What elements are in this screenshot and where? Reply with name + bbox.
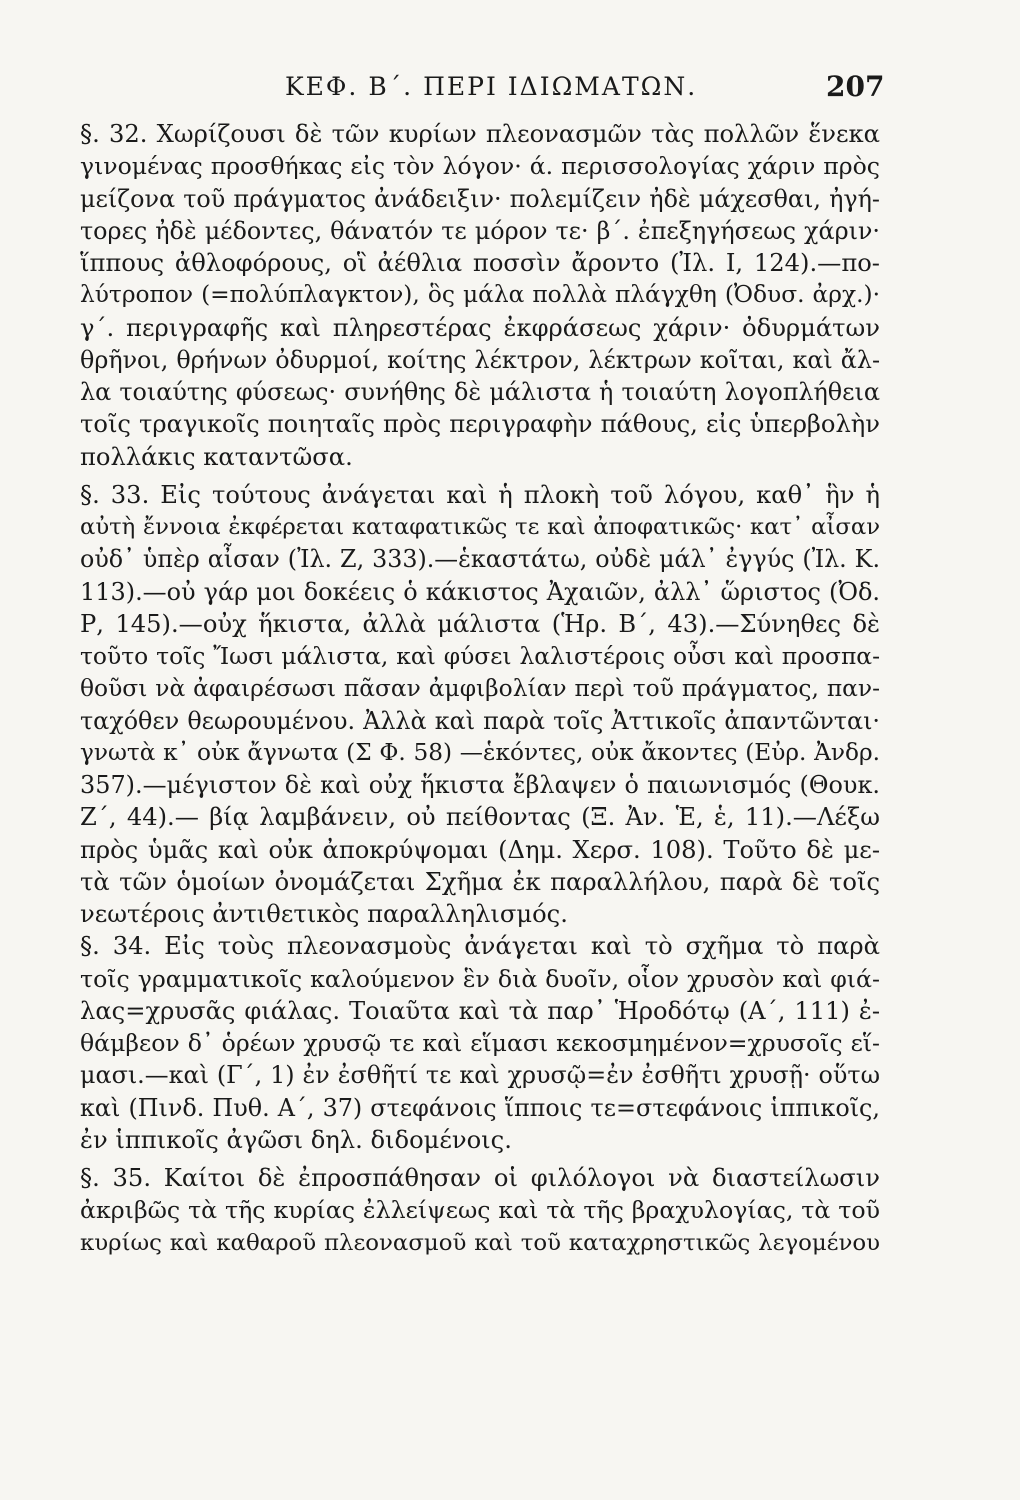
- text-line: ἀκριβῶς τὰ τῆς κυρίας ἐλλείψεως καὶ τὰ τῆς βραχυλογίας, τὰ τοῦ: [80, 1196, 880, 1225]
- text-line: γνωτὰ κ᾽ οὐκ ἄγνωτα (Σ Φ. 58) —ἑκόντες, οὐκ ἄκοντες (Εὐρ. Ἀνδρ.: [80, 738, 880, 766]
- text-line: §. 35. Καίτοι δὲ ἐπροσπάθησαν οἱ φιλόλογοι νὰ διαστείλωσιν: [80, 1164, 880, 1192]
- text-line: ἵππους ἀθλοφόρους, οἳ ἀέθλια ποσσὶν ἄροντο (Ἰλ. Ι, 124).—πο-: [80, 249, 880, 277]
- text-line: κυρίως καὶ καθαροῦ πλεονασμοῦ καὶ τοῦ καταχρηστικῶς λεγομένου: [80, 1229, 880, 1256]
- text-line: λύτροπον (=πολύπλαγκτον), ὃς μάλα πολλὰ πλάγχθη (Ὀδυσ. ἀρχ.)·: [80, 281, 880, 309]
- text-line: οὐδ᾽ ὑπὲρ αἶσαν (Ἰλ. Ζ, 333).—ἑκαστάτω, οὐδὲ μάλ᾽ ἐγγύς (Ἰλ. Κ.: [80, 545, 880, 574]
- body-text: [80, 118, 880, 1259]
- page-header: [0, 70, 1020, 110]
- text-line: θάμβεον δ᾽ ὁρέων χρυσῷ τε καὶ εἵμασι κεκοσμημένον=χρυσοῖς εἵ-: [80, 1029, 880, 1057]
- text-line-last: ἐν ἱππικοῖς ἀγῶσι δηλ. διδομένοις.: [80, 1125, 512, 1154]
- text-line: §. 33. Εἰς τούτους ἀνάγεται καὶ ἡ πλοκὴ τοῦ λόγου, καθ᾽ ἣν ἡ: [80, 480, 880, 509]
- paragraph-33: [80, 479, 880, 931]
- text-line: καὶ (Πινδ. Πυθ. Α΄, 37) στεφάνοις ἵπποις τε=στεφάνοις ἱππικοῖς,: [80, 1093, 880, 1122]
- text-line: μείζονα τοῦ πράγματος ἀνάδειξιν· πολεμίζειν ἠδὲ μάχεσθαι, ἠγή-: [80, 184, 880, 213]
- paragraph-32: [80, 118, 880, 473]
- running-head: ΚΕΦ. Β΄. ΠΕΡΙ ΙΔΙΩΜΑΤΩΝ.: [285, 72, 698, 101]
- text-line: γινομένας προσθήκας εἰς τὸν λόγον· ά. περισσολογίας χάριν πρὸς: [80, 152, 880, 181]
- text-line: θοῦσι νὰ ἀφαιρέσωσι πᾶσαν ἀμφιβολίαν περὶ τοῦ πράγματος, παν-: [80, 674, 880, 703]
- text-line: θρῆνοι, θρήνων ὀδυρμοί, κοίτης λέκτρον, λέκτρων κοῖται, καὶ ἄλ-: [80, 345, 880, 374]
- text-line: 357).—μέγιστον δὲ καὶ οὐχ ἥκιστα ἔβλαψεν ὁ παιωνισμός (Θουκ.: [80, 771, 880, 799]
- text-line: τοῦτο τοῖς Ἴωσι μάλιστα, καὶ φύσει λαλιστέροις οὖσι καὶ προσπα-: [80, 642, 880, 670]
- paragraph-35: [80, 1162, 880, 1259]
- paragraph-34: [80, 930, 880, 1156]
- text-line-last: νεωτέροις ἀντιθετικὸς παραλληλισμός.: [80, 900, 568, 928]
- text-line: §. 34. Εἰς τοὺς πλεονασμοὺς ἀνάγεται καὶ τὸ σχῆμα τὸ παρὰ: [80, 932, 880, 961]
- text-line: αὐτὴ ἔννοια ἐκφέρεται καταφατικῶς τε καὶ ἀποφατικῶς· κατ᾽ αἶσαν: [80, 514, 880, 540]
- text-line: τὰ τῶν ὁμοίων ὀνομάζεται Σχῆμα ἐκ παραλλήλου, παρὰ δὲ τοῖς: [80, 867, 880, 896]
- text-line: μασι.—καὶ (Γ΄, 1) ἐν ἐσθῆτί τε καὶ χρυσῷ=ἐν ἐσθῆτι χρυσῇ· οὕτω: [80, 1061, 880, 1090]
- text-line: ταχόθεν θεωρουμένου. Ἀλλὰ καὶ παρὰ τοῖς Ἀττικοῖς ἀπαντῶνται·: [80, 706, 880, 735]
- text-line: τοῖς γραμματικοῖς καλούμενον ἓν διὰ δυοῖν, οἷον χρυσὸν καὶ φιά-: [80, 964, 880, 993]
- text-line: §. 32. Χωρίζουσι δὲ τῶν κυρίων πλεονασμῶν τὰς πολλῶν ἕνεκα: [80, 120, 880, 148]
- text-line: τοῖς τραγικοῖς ποιηταῖς πρὸς περιγραφὴν πάθους, εἰς ὑπερβολὴν: [80, 410, 880, 439]
- text-line: Ζ΄, 44).— βίᾳ λαμβάνειν, οὐ πείθοντας (Ξ. Ἀν. Ἑ, ἑ, 11).—Λέξω: [80, 803, 880, 832]
- text-line: τορες ἠδὲ μέδοντες, θάνατόν τε μόρον τε· β΄. ἐπεξηγήσεως χάριν·: [80, 216, 880, 245]
- text-line: πρὸς ὑμᾶς καὶ οὐκ ἀποκρύψομαι (Δημ. Χερσ. 108). Τοῦτο δὲ με-: [80, 835, 880, 864]
- text-line-last: πολλάκις καταντῶσα.: [80, 442, 353, 471]
- text-line: 113).—οὐ γάρ μοι δοκέεις ὁ κάκιστος Ἀχαιῶν, ἀλλ᾽ ὥριστος (Ὀδ.: [80, 577, 880, 606]
- text-line: λα τοιαύτης φύσεως· συνήθης δὲ μάλιστα ἡ τοιαύτη λογοπλήθεια: [80, 378, 880, 406]
- text-line: Ρ, 145).—οὐχ ἥκιστα, ἀλλὰ μάλιστα (Ἡρ. Β΄, 43).—Σύνηθες δὲ: [80, 609, 880, 638]
- text-line: γ΄. περιγραφῆς καὶ πληρεστέρας ἐκφράσεως χάριν· ὀδυρμάτων: [80, 313, 880, 342]
- page-number: 207: [826, 70, 885, 103]
- text-line: λας=χρυσᾶς φιάλας. Τοιαῦτα καὶ τὰ παρ᾽ Ἡροδότῳ (Α΄, 111) ἐ-: [80, 996, 880, 1025]
